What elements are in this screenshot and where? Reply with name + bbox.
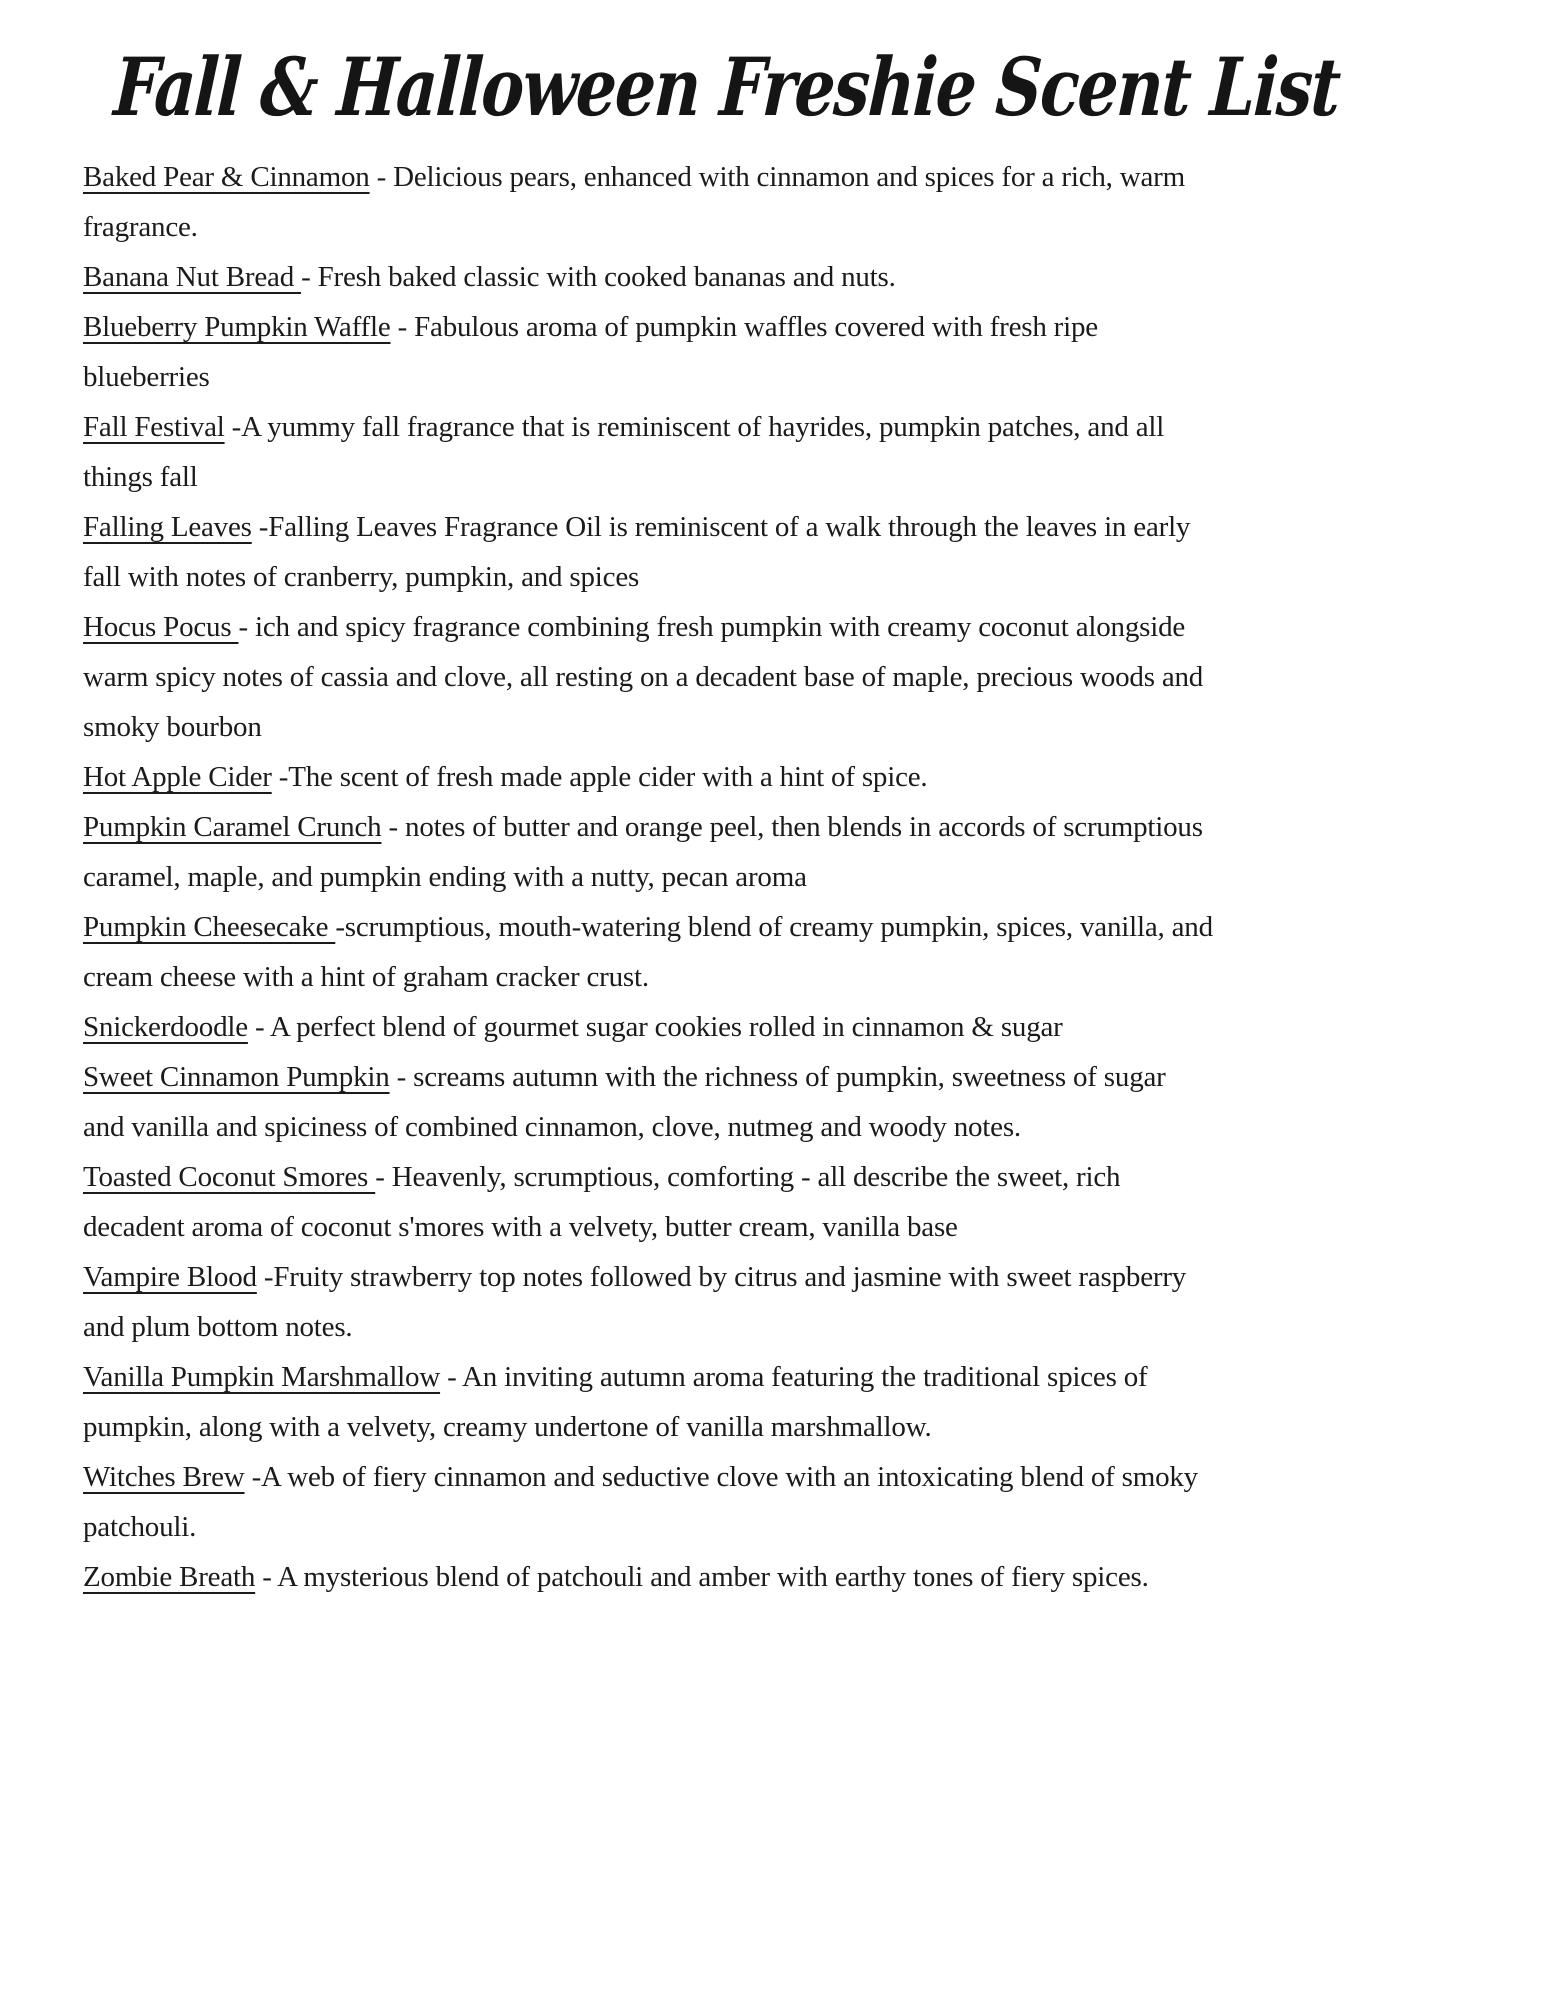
scent-description: The scent of fresh made apple cider with a hint of spice. (288, 761, 928, 793)
scent-separator: - (390, 311, 415, 343)
scent-separator: - (247, 1011, 270, 1043)
scent-separator: - (271, 761, 289, 793)
scent-name: Falling Leaves (83, 511, 252, 543)
scent-separator: - (255, 1561, 278, 1593)
scent-name: Hocus Pocus (83, 611, 239, 643)
scent-description: notes of butter and orange peel, then blends in accords of scrumptious caramel, maple, and pumpkin ending with a nutty, pecan aroma (83, 811, 1203, 893)
scent-item (83, 802, 1213, 902)
scent-item (83, 1552, 1213, 1602)
scent-name: Vampire Blood (83, 1261, 257, 1293)
scent-item (83, 1452, 1213, 1552)
scent-separator: - (244, 1461, 262, 1493)
scent-separator: - (301, 261, 318, 293)
scent-item (83, 152, 1213, 252)
scent-name: Pumpkin Cheesecake (83, 911, 336, 943)
scent-name: Vanilla Pumpkin Marshmallow (83, 1361, 441, 1393)
scent-name: Snickerdoodle (83, 1011, 248, 1043)
scent-description: Delicious pears, enhanced with cinnamon and spices for a rich, warm fragrance. (83, 161, 1185, 243)
scent-description: Heavenly, scrumptious, comforting - all describe the sweet, rich decadent aroma of coconut s'mores with a velvety, butter cream, vanilla base (83, 1161, 1121, 1243)
scent-item (83, 402, 1213, 502)
scent-separator: - (335, 911, 345, 943)
scent-description: Fabulous aroma of pumpkin waffles covered with fresh ripe blueberries (83, 311, 1098, 393)
scent-separator: - (369, 161, 394, 193)
scent-item (83, 302, 1213, 402)
scent-description: A mysterious blend of patchouli and amber with earthy tones of fiery spices. (277, 1561, 1149, 1593)
scent-item (83, 1252, 1213, 1352)
scent-list (83, 152, 1213, 1602)
scent-description: Fruity strawberry top notes followed by citrus and jasmine with sweet raspberry and plum bottom notes. (83, 1261, 1187, 1343)
page-title: Fall & Halloween Freshie Scent List (111, 40, 1342, 134)
scent-name: Baked Pear & Cinnamon (83, 161, 370, 193)
scent-description: A perfect blend of gourmet sugar cookies rolled in cinnamon & sugar (269, 1011, 1063, 1043)
scent-description: screams autumn with the richness of pumpkin, sweetness of sugar and vanilla and spiciness of combined cinnamon, clove, nutmeg and woody notes. (83, 1061, 1166, 1143)
scent-description: A yummy fall fragrance that is reminiscent of hayrides, pumpkin patches, and all things fall (83, 411, 1165, 493)
scent-name: Hot Apple Cider (83, 761, 272, 793)
scent-separator: - (224, 411, 242, 443)
scent-item (83, 902, 1213, 1002)
scent-name: Zombie Breath (83, 1561, 256, 1593)
scent-name: Toasted Coconut Smores (83, 1161, 376, 1193)
scent-item (83, 1002, 1213, 1052)
scent-separator: - (375, 1161, 392, 1193)
scent-item (83, 502, 1213, 602)
scent-item (83, 1152, 1213, 1252)
scent-name: Witches Brew (83, 1461, 245, 1493)
scent-item (83, 752, 1213, 802)
scent-name: Pumpkin Caramel Crunch (83, 811, 382, 843)
scent-description: Fresh baked classic with cooked bananas and nuts. (317, 261, 896, 293)
scent-name: Banana Nut Bread (83, 261, 302, 293)
scent-name: Sweet Cinnamon Pumpkin (83, 1061, 390, 1093)
scent-separator: - (256, 1261, 274, 1293)
scent-description: ich and spicy fragrance combining fresh pumpkin with creamy coconut alongside warm spicy notes of cassia and clove, all resting on a decadent base of maple, precious woods and smoky bourbon (83, 611, 1204, 743)
scent-description: scrumptious, mouth-watering blend of creamy pumpkin, spices, vanilla, and cream cheese with a hint of graham cracker crust. (83, 911, 1213, 993)
scent-item (83, 1052, 1213, 1152)
scent-separator: - (238, 611, 256, 643)
scent-item (83, 602, 1213, 752)
scent-item (83, 252, 1213, 302)
scent-separator: - (251, 511, 269, 543)
scent-description: A web of fiery cinnamon and seductive clove with an intoxicating blend of smoky patchouli. (83, 1461, 1198, 1543)
scent-item (83, 1352, 1213, 1452)
scent-description: An inviting autumn aroma featuring the traditional spices of pumpkin, along with a velvety, creamy undertone of vanilla marshmallow. (83, 1361, 1148, 1443)
scent-name: Fall Festival (83, 411, 225, 443)
scent-separator: - (381, 811, 406, 843)
scent-separator: - (440, 1361, 463, 1393)
scent-description: Falling Leaves Fragrance Oil is reminiscent of a walk through the leaves in early fall with notes of cranberry, pumpkin, and spices (83, 511, 1191, 593)
scent-name: Blueberry Pumpkin Waffle (83, 311, 391, 343)
scent-separator: - (389, 1061, 414, 1093)
